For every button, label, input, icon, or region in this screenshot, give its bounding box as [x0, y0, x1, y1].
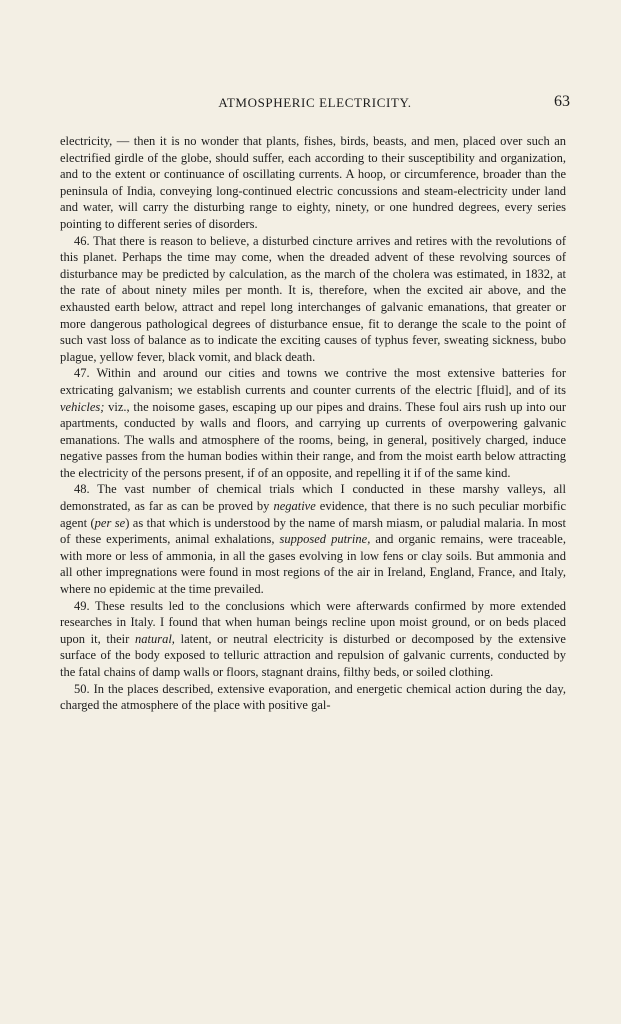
text-run: 48. The vast number of chemical trials which I conducted in these marshy valleys, all demonstrated, as far as can be proved by — [60, 482, 566, 514]
text-run: 47. Within and around our cities and towns we contrive the most extensive batteries for extricating galvanism; we establish currents and counter currents of the electric [fluid], and of its — [60, 366, 566, 397]
text-run: evidence, that there is no such peculiar morbific agent ( — [60, 499, 566, 530]
body-text — [60, 133, 566, 714]
text-run: and organic remains, were traceable, with more or less of ammonia, in all the gases evolving in low fens or clay soils. But ammonia and all other impregnations were found in most regions of the air in Ireland, England, France, and Italy, where no epidemic at the time prevailed. — [60, 532, 566, 597]
page-number: 63 — [554, 93, 570, 110]
italic-text: supposed putrine, — [279, 532, 371, 547]
paragraph-48 — [60, 481, 566, 597]
italic-text: vehicles; — [60, 399, 105, 414]
running-head: ATMOSPHERIC ELECTRICITY. — [218, 95, 412, 110]
italic-text: natural, — [134, 631, 175, 646]
page-header — [60, 95, 570, 115]
text-run: viz., the noisome gases, escaping up our pipes and drains. These foul airs rush up into our apartments, conducted by walls and floors, and carrying up currents of overpowering galvanic emanations. The walls and atmosphere of the rooms, being, in general, positively charged, induce negative passes from the human bodies within their range, and from the moist earth below attracting the electricity of the persons present, if of an opposite, and repelling it if of the same kind. — [60, 399, 566, 480]
text-run: latent, or neutral electricity is disturbed or decomposed by the extensive surface of the body exposed to telluric attraction and repulsion of galvanic currents, conducted by the fatal chains of damp walls or floors, stagnant drains, filthy beds, or soiled clothing. — [60, 631, 566, 679]
paragraph-47 — [60, 365, 566, 481]
italic-text: negative — [273, 499, 316, 514]
paragraph-50: 50. In the places described, extensive evaporation, and energetic chemical action during the day, charged the atmosphere of the place with positive gal- — [60, 681, 566, 713]
text-run: 49. These results led to the conclusions which were afterwards confirmed by more extended researches in Italy. I found that when human beings recline upon moist ground, or on beds placed upon it, their — [60, 598, 566, 646]
paragraph-49 — [60, 598, 566, 681]
paragraph-continuation: electricity, — then it is no wonder that plants, fishes, birds, beasts, and men, placed over such an electrified girdle of the globe, should suffer, each according to their susceptibility and organization, and to the extent or continuance of oscillating currents. A hoop, or circumference, broader than the peninsula of India, conveying long-continued electric concussions and steam-electricity under land and water, will carry the disturbing range to eighty, ninety, or one hundred degrees, every series pointing to different series of disorders. — [60, 134, 566, 231]
paragraph-46: 46. That there is reason to believe, a disturbed cincture arrives and retires with the revolutions of this planet. Perhaps the time may come, when the dreaded advent of these revolving sources of disturbance may be predicted by calculation, as the march of the cholera was estimated, in 1832, at the rate of about ninety miles per month. It is, therefore, when the excited air above, and the exhausted earth below, attract and repel long interchanges of galvanic emanations, that greater or more dangerous pathological degrees of disturbance ensue, fit to derange the scale to the point of such vast loss of balance as to indicate the exciting causes of typhus fever, sweating sickness, bubo plague, yellow fever, black vomit, and black death. — [60, 233, 566, 364]
text-run: ) as that which is understood by the name of marsh miasm, or paludial malaria. In most of these experiments, animal exhalations, — [60, 515, 567, 547]
italic-text: per se — [94, 515, 126, 530]
